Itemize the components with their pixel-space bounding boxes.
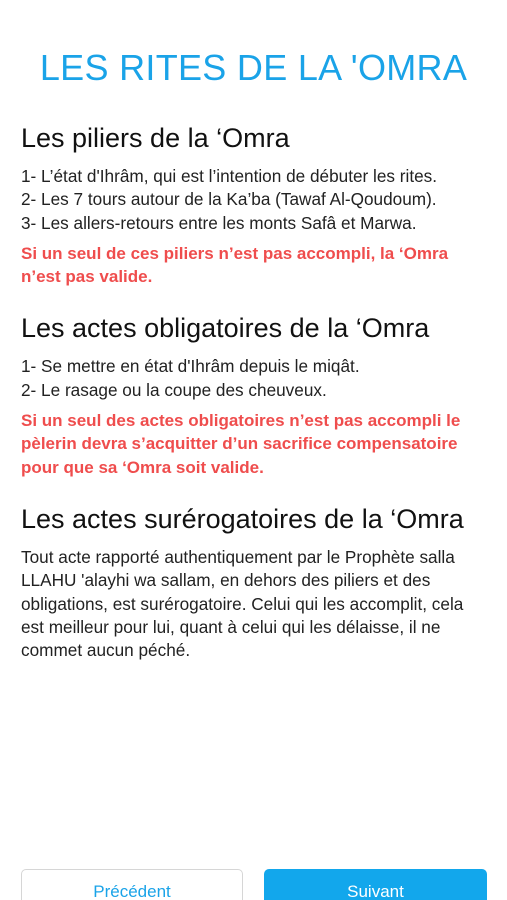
section-piliers	[21, 120, 489, 288]
list-item: 3- Les allers-retours entre les monts Safâ et Marwa.	[21, 212, 417, 233]
section-body	[21, 165, 489, 235]
list-item: 2- Les 7 tours autour de la Ka’ba (Tawaf Al-Qoudoum).	[21, 189, 437, 210]
warning-text: Si un seul de ces piliers n’est pas accompli, la ‘Omra n’est pas valide.	[21, 243, 449, 287]
warning-text: Si un seul des actes obligatoires n’est pas accompli le pèlerin devra s’acquitter d’un sacrifice compensatoire pour que sa ‘Omra soit valide.	[21, 411, 461, 477]
list-item: 1- Se mettre en état d'Ihrâm depuis le miqât.	[21, 356, 360, 377]
section-heading: Les actes obligatoires de la ‘Omra	[21, 313, 430, 344]
previous-button[interactable]: Précédent	[21, 869, 243, 900]
page-title: LES RITES DE LA 'OMRA	[39, 47, 468, 88]
list-item: 1- L’état d'Ihrâm, qui est l’intention de débuter les rites.	[21, 166, 438, 186]
next-button[interactable]: Suivant	[264, 869, 487, 900]
section-heading: Les piliers de la ‘Omra	[21, 123, 290, 153]
list-item: 2- Le rasage ou la coupe des cheuveux.	[21, 379, 327, 400]
content-scroll[interactable]	[21, 120, 489, 684]
section-body	[21, 355, 489, 402]
section-heading: Les actes surérogatoires de la ‘Omra	[21, 503, 464, 534]
section-surerogatoires	[21, 501, 489, 662]
section-obligatoires	[21, 310, 489, 478]
section-body: Tout acte rapporté authentiquement par le Prophète salla LLAHU 'alayhi wa sallam, en dehors des piliers et des obligations, est surérogatoire. Celui qui les accomplit, cela est meilleur pour lui, quant à celui qui les délaisse, il ne commet aucun péché.	[21, 546, 464, 661]
